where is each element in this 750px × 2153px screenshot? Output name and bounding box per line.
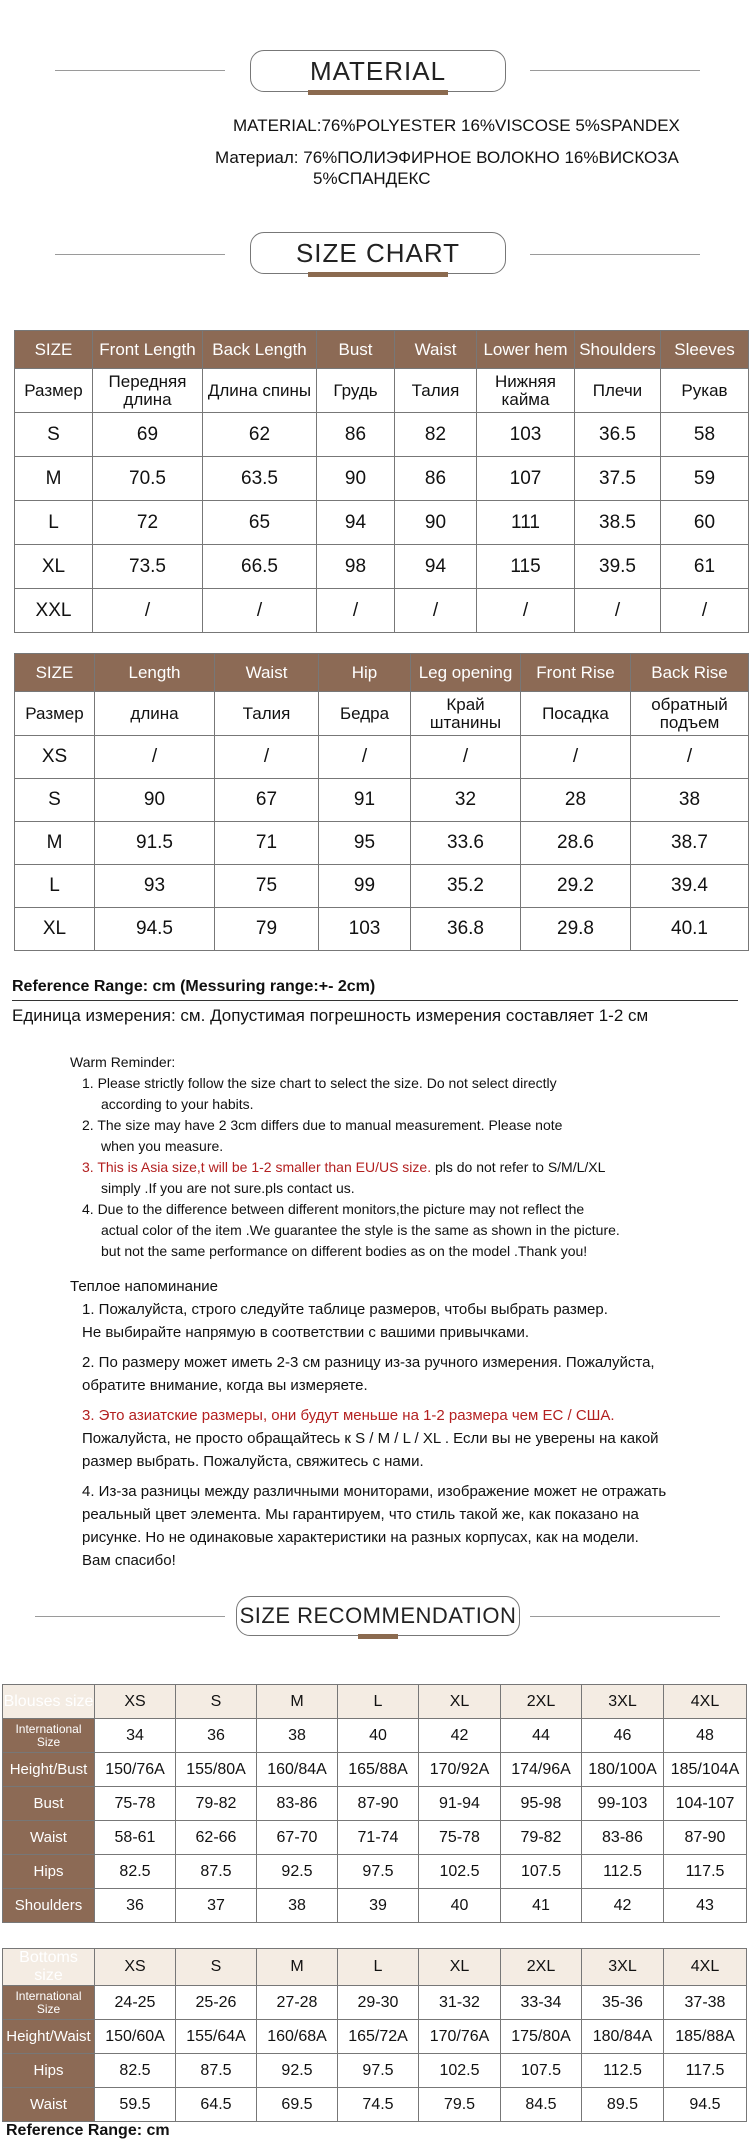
header-cell: Hip (319, 654, 411, 692)
header-cell: Waist (395, 331, 477, 369)
rec-header-cell: M (257, 1949, 338, 1986)
table-cell: / (661, 589, 749, 633)
blouses-recommendation-table (2, 1684, 747, 1923)
header-ru-cell: Размер (15, 369, 93, 413)
table-cell: 112.5 (582, 2054, 664, 2088)
table-cell: / (319, 736, 411, 779)
reminder-en (70, 1052, 620, 1262)
table-cell: 69.5 (257, 2088, 338, 2122)
table-cell: 67-70 (257, 1821, 338, 1855)
header-cell: Shoulders (575, 331, 661, 369)
header-ru-cell: Нижняя кайма (477, 369, 575, 413)
table-cell: L (15, 865, 95, 908)
table-cell: 150/76A (95, 1753, 176, 1787)
table-cell: 72 (93, 501, 203, 545)
table-cell: XS (15, 736, 95, 779)
tops-size-table (14, 330, 749, 633)
table-cell: XL (15, 908, 95, 951)
table-cell: 175/80A (501, 2020, 582, 2054)
bottoms-header-ru-row (15, 692, 749, 736)
table-cell: 33-34 (501, 1986, 582, 2020)
table-cell: 103 (319, 908, 411, 951)
table-cell: 170/92A (419, 1753, 501, 1787)
table-cell: 31-32 (419, 1986, 501, 2020)
table-row (15, 736, 749, 779)
table-cell: 39 (338, 1889, 419, 1923)
table-cell: 36 (176, 1719, 257, 1753)
table-cell: 87.5 (176, 2054, 257, 2088)
table-row (15, 589, 749, 633)
rec-header-cell: 4XL (664, 1685, 747, 1719)
table-cell: 112.5 (582, 1855, 664, 1889)
table-row (3, 1855, 747, 1889)
header-cell: Back Rise (631, 654, 749, 692)
table-cell: / (521, 736, 631, 779)
table-cell: 60 (661, 501, 749, 545)
table-cell: 102.5 (419, 1855, 501, 1889)
rec-header-cell: M (257, 1685, 338, 1719)
table-cell: 70.5 (93, 457, 203, 501)
rec-header-cell: 3XL (582, 1949, 664, 1986)
bottoms-size-table (14, 653, 749, 951)
table-row (15, 501, 749, 545)
table-cell: 82 (395, 413, 477, 457)
table-cell: 32 (411, 779, 521, 822)
table-cell: 59 (661, 457, 749, 501)
rec-header-cell: XS (95, 1949, 176, 1986)
table-cell: 99-103 (582, 1787, 664, 1821)
table-cell: 90 (317, 457, 395, 501)
table-cell: 82.5 (95, 1855, 176, 1889)
table-cell: 75-78 (95, 1787, 176, 1821)
header-ru-cell: Плечи (575, 369, 661, 413)
header-cell: Front Rise (521, 654, 631, 692)
table-cell: 65 (203, 501, 317, 545)
table-cell: 174/96A (501, 1753, 582, 1787)
reminder-line: simply .If you are not sure.pls contact us. (101, 1180, 355, 1196)
table-row (3, 1821, 747, 1855)
rec-row-label: Bust (3, 1787, 95, 1821)
table-cell: 79-82 (176, 1787, 257, 1821)
rec-header-row (3, 1949, 747, 1986)
reminder-line: according to your habits. (101, 1096, 254, 1112)
divider-line (55, 254, 225, 255)
reminder-ru-line: рисунке. Но не одинаковые характеристики на разных корпусах, как на модели. (82, 1529, 639, 1546)
table-cell: 117.5 (664, 1855, 747, 1889)
table-cell: 24-25 (95, 1986, 176, 2020)
table-cell: 107.5 (501, 1855, 582, 1889)
header-cell: SIZE (15, 331, 93, 369)
table-cell: 155/64A (176, 2020, 257, 2054)
reminder-ru-line: Пожалуйста, не просто обращайтесь к S / M / L / XL . Если вы не уверены на какой (82, 1430, 659, 1447)
reminder-ru-line: 2. По размеру может иметь 2-3 см разницу из-за ручного измерения. Пожалуйста, (82, 1354, 655, 1371)
table-cell: 34 (95, 1719, 176, 1753)
divider-line (35, 1616, 225, 1617)
header-ru-cell: длина (95, 692, 215, 736)
reminder-ru (70, 1275, 666, 1572)
table-cell: 89.5 (582, 2088, 664, 2122)
reminder-ru-line: Не выбирайте напрямую в соответствии с вашими привычками. (82, 1324, 530, 1341)
header-cell: Bust (317, 331, 395, 369)
table-cell: / (93, 589, 203, 633)
table-cell: 38 (257, 1719, 338, 1753)
table-cell: 29-30 (338, 1986, 419, 2020)
rec-row-label: Hips (3, 2054, 95, 2088)
table-cell: 38.7 (631, 822, 749, 865)
table-cell: 98 (317, 545, 395, 589)
table-cell: 185/104A (664, 1753, 747, 1787)
header-cell: Sleeves (661, 331, 749, 369)
table-row (15, 413, 749, 457)
header-cell: Front Length (93, 331, 203, 369)
table-cell: S (15, 779, 95, 822)
table-cell: 44 (501, 1719, 582, 1753)
table-cell: 59.5 (95, 2088, 176, 2122)
table-cell: 90 (395, 501, 477, 545)
table-cell: 87.5 (176, 1855, 257, 1889)
size-chart-title: SIZE CHART (295, 238, 461, 268)
table-cell: / (203, 589, 317, 633)
header-cell: Waist (215, 654, 319, 692)
table-cell: 64.5 (176, 2088, 257, 2122)
rec-row-label: Shoulders (3, 1889, 95, 1923)
table-cell: / (215, 736, 319, 779)
table-cell: 37 (176, 1889, 257, 1923)
table-cell: M (15, 822, 95, 865)
table-cell: 62-66 (176, 1821, 257, 1855)
header-cell: Lower hem (477, 331, 575, 369)
recommendation-title: SIZE RECOMMENDATION (239, 1603, 517, 1628)
table-cell: 95-98 (501, 1787, 582, 1821)
table-cell: 87-90 (338, 1787, 419, 1821)
divider-line (530, 1616, 720, 1617)
table-row (3, 1753, 747, 1787)
table-cell: 79.5 (419, 2088, 501, 2122)
tops-header-row (15, 331, 749, 369)
table-cell: XXL (15, 589, 93, 633)
reminder-line: pls do not refer to S/M/L/XL (434, 1159, 606, 1175)
header-ru-cell: Край штанины (411, 692, 521, 736)
rec-header-label: Bottoms size (3, 1949, 95, 1986)
table-cell: 39.5 (575, 545, 661, 589)
table-cell: 38.5 (575, 501, 661, 545)
table-cell: 69 (93, 413, 203, 457)
table-cell: 27-28 (257, 1986, 338, 2020)
reminder-ru-line: размер выбрать. Пожалуйста, свяжитесь с нами. (82, 1453, 424, 1470)
table-cell: 94 (395, 545, 477, 589)
table-cell: / (317, 589, 395, 633)
table-cell: 160/68A (257, 2020, 338, 2054)
rec-header-cell: 3XL (582, 1685, 664, 1719)
bottoms-recommendation-table (2, 1948, 747, 2122)
reminder-ru-line: Вам спасибо! (82, 1552, 176, 1569)
table-cell: 28 (521, 779, 631, 822)
table-cell: / (575, 589, 661, 633)
table-cell: 93 (95, 865, 215, 908)
recommendation-reference: Reference Range: cm (6, 2122, 170, 2139)
reminder-ru-line: 1. Пожалуйста, строго следуйте таблице размеров, чтобы выбрать размер. (82, 1301, 608, 1318)
table-cell: 35-36 (582, 1986, 664, 2020)
table-cell: L (15, 501, 93, 545)
rec-header-cell: L (338, 1949, 419, 1986)
table-cell: 42 (419, 1719, 501, 1753)
table-row (15, 457, 749, 501)
table-cell: 91-94 (419, 1787, 501, 1821)
table-cell: 160/84A (257, 1753, 338, 1787)
reminder-warning: 3. This is Asia size,t will be 1-2 smaller than EU/US size. (82, 1159, 432, 1175)
table-cell: 41 (501, 1889, 582, 1923)
rec-row-label: Waist (3, 2088, 95, 2122)
table-cell: 86 (395, 457, 477, 501)
table-cell: 39.4 (631, 865, 749, 908)
table-cell: 115 (477, 545, 575, 589)
header-cell: Length (95, 654, 215, 692)
table-cell: 97.5 (338, 2054, 419, 2088)
table-cell: / (631, 736, 749, 779)
table-cell: 33.6 (411, 822, 521, 865)
header-ru-cell: Размер (15, 692, 95, 736)
table-cell: 180/100A (582, 1753, 664, 1787)
table-cell: 25-26 (176, 1986, 257, 2020)
table-cell: 71 (215, 822, 319, 865)
reminder-ru-line: реальный цвет элемента. Мы гарантируем, что стиль такой же, как показано на (82, 1506, 639, 1523)
table-row (15, 865, 749, 908)
table-row (3, 1719, 747, 1753)
table-cell: 58 (661, 413, 749, 457)
table-cell: 28.6 (521, 822, 631, 865)
divider-line (530, 70, 700, 71)
table-row (15, 908, 749, 951)
reminder-line: 2. The size may have 2 3cm differs due to manual measurement. Please note (82, 1117, 563, 1133)
header-cell: SIZE (15, 654, 95, 692)
table-cell: 46 (582, 1719, 664, 1753)
table-cell: 170/76A (419, 2020, 501, 2054)
rec-row-label: Height/Waist (3, 2020, 95, 2054)
rec-header-cell: XL (419, 1949, 501, 1986)
reminder-ru-warning: 3. Это азиатские размеры, они будут меньше на 1-2 размера чем EC / США. (82, 1407, 615, 1424)
table-cell: 66.5 (203, 545, 317, 589)
reminder-title: Warm Reminder: (70, 1054, 176, 1070)
table-cell: 86 (317, 413, 395, 457)
size-chart-heading (250, 232, 506, 274)
table-cell: 180/84A (582, 2020, 664, 2054)
material-ru-1: Материал: 76%ПОЛИЭФИРНОЕ ВОЛОКНО 16%ВИСКОЗА (215, 148, 679, 167)
table-cell: / (411, 736, 521, 779)
reminder-ru-line: обратите внимание, когда вы измеряете. (82, 1377, 368, 1394)
rec-row-label: Height/Bust (3, 1753, 95, 1787)
table-cell: 83-86 (582, 1821, 664, 1855)
divider-line (12, 1000, 738, 1001)
rec-row-label: International Size (3, 1986, 95, 2020)
table-cell: 99 (319, 865, 411, 908)
table-cell: 36.5 (575, 413, 661, 457)
table-row (3, 2020, 747, 2054)
table-cell: 91 (319, 779, 411, 822)
table-cell: 103 (477, 413, 575, 457)
table-cell: 79 (215, 908, 319, 951)
table-cell: 29.2 (521, 865, 631, 908)
table-cell: / (395, 589, 477, 633)
rec-header-cell: S (176, 1685, 257, 1719)
header-ru-cell: Бедра (319, 692, 411, 736)
table-row (3, 1889, 747, 1923)
table-cell: / (95, 736, 215, 779)
table-cell: 79-82 (501, 1821, 582, 1855)
table-cell: 75-78 (419, 1821, 501, 1855)
table-cell: 94.5 (664, 2088, 747, 2122)
rec-row-label: International Size (3, 1719, 95, 1753)
rec-header-label: Blouses size (3, 1685, 95, 1719)
table-cell: 37.5 (575, 457, 661, 501)
table-cell: 91.5 (95, 822, 215, 865)
table-cell: 63.5 (203, 457, 317, 501)
table-cell: 107.5 (501, 2054, 582, 2088)
table-cell: 48 (664, 1719, 747, 1753)
table-cell: 40.1 (631, 908, 749, 951)
table-cell: 185/88A (664, 2020, 747, 2054)
reference-en: Reference Range: cm (Messuring range:+- 2cm) (12, 978, 376, 995)
rec-header-cell: 2XL (501, 1949, 582, 1986)
recommendation-heading (236, 1596, 520, 1636)
reminder-line: when you measure. (101, 1138, 224, 1154)
divider-line (530, 254, 700, 255)
reminder-line: 1. Please strictly follow the size chart to select the size. Do not select directly (82, 1075, 557, 1091)
table-cell: S (15, 413, 93, 457)
rec-header-cell: L (338, 1685, 419, 1719)
header-ru-cell: Грудь (317, 369, 395, 413)
divider-line (55, 70, 225, 71)
table-cell: 150/60A (95, 2020, 176, 2054)
table-cell: 165/72A (338, 2020, 419, 2054)
table-cell: 42 (582, 1889, 664, 1923)
table-cell: 155/80A (176, 1753, 257, 1787)
table-cell: 117.5 (664, 2054, 747, 2088)
rec-header-row (3, 1685, 747, 1719)
header-cell: Back Length (203, 331, 317, 369)
table-cell: 87-90 (664, 1821, 747, 1855)
table-cell: 94 (317, 501, 395, 545)
table-row (3, 2088, 747, 2122)
table-cell: 97.5 (338, 1855, 419, 1889)
table-cell: 38 (631, 779, 749, 822)
material-ru-2: 5%СПАНДЕКС (313, 169, 431, 188)
header-ru-cell: Рукав (661, 369, 749, 413)
table-cell: 94.5 (95, 908, 215, 951)
header-ru-cell: обратный подъем (631, 692, 749, 736)
table-cell: 102.5 (419, 2054, 501, 2088)
table-cell: 82.5 (95, 2054, 176, 2088)
reminder-ru-title: Теплое напоминание (70, 1278, 218, 1295)
rec-header-cell: 2XL (501, 1685, 582, 1719)
rec-header-cell: 4XL (664, 1949, 747, 1986)
table-cell: / (477, 589, 575, 633)
table-cell: 104-107 (664, 1787, 747, 1821)
material-title: MATERIAL (309, 56, 447, 86)
header-ru-cell: Талия (395, 369, 477, 413)
table-row (3, 1787, 747, 1821)
table-row (15, 822, 749, 865)
table-cell: 40 (338, 1719, 419, 1753)
table-cell: 43 (664, 1889, 747, 1923)
table-cell: 62 (203, 413, 317, 457)
bottoms-header-row (15, 654, 749, 692)
table-cell: 73.5 (93, 545, 203, 589)
table-cell: 92.5 (257, 2054, 338, 2088)
table-cell: 36 (95, 1889, 176, 1923)
rec-row-label: Waist (3, 1821, 95, 1855)
table-cell: 92.5 (257, 1855, 338, 1889)
reminder-ru-line: 4. Из-за разницы между различными мониторами, изображение может не отражать (82, 1483, 667, 1500)
rec-header-cell: S (176, 1949, 257, 1986)
table-cell: 84.5 (501, 2088, 582, 2122)
table-cell: 95 (319, 822, 411, 865)
table-cell: M (15, 457, 93, 501)
table-cell: 61 (661, 545, 749, 589)
table-cell: 58-61 (95, 1821, 176, 1855)
table-cell: 36.8 (411, 908, 521, 951)
table-cell: 111 (477, 501, 575, 545)
rec-row-label: Hips (3, 1855, 95, 1889)
rec-header-cell: XS (95, 1685, 176, 1719)
table-cell: 165/88A (338, 1753, 419, 1787)
reference-ru: Единица измерения: см. Допустимая погрешность измерения составляет 1-2 см (12, 1006, 649, 1025)
table-cell: 83-86 (257, 1787, 338, 1821)
header-ru-cell: Передняя длина (93, 369, 203, 413)
material-heading (250, 50, 506, 92)
reminder-line: 4. Due to the difference between different monitors,the picture may not reflect the (82, 1201, 585, 1217)
table-cell: 71-74 (338, 1821, 419, 1855)
table-row (3, 1986, 747, 2020)
header-ru-cell: Посадка (521, 692, 631, 736)
table-cell: 40 (419, 1889, 501, 1923)
header-cell: Leg opening (411, 654, 521, 692)
table-cell: 29.8 (521, 908, 631, 951)
reminder-line: but not the same performance on different bodies as on the model .Thank you! (101, 1243, 588, 1259)
table-cell: 37-38 (664, 1986, 747, 2020)
header-ru-cell: Длина спины (203, 369, 317, 413)
table-cell: 74.5 (338, 2088, 419, 2122)
reminder-line: actual color of the item .We guarantee the style is the same as shown in the picture. (101, 1222, 620, 1238)
tops-header-ru-row (15, 369, 749, 413)
table-cell: 75 (215, 865, 319, 908)
header-ru-cell: Талия (215, 692, 319, 736)
table-cell: XL (15, 545, 93, 589)
table-cell: 90 (95, 779, 215, 822)
material-en: MATERIAL:76%POLYESTER 16%VISCOSE 5%SPANDEX (233, 116, 680, 135)
table-cell: 107 (477, 457, 575, 501)
table-row (15, 779, 749, 822)
table-cell: 35.2 (411, 865, 521, 908)
table-row (3, 2054, 747, 2088)
table-row (15, 545, 749, 589)
table-cell: 67 (215, 779, 319, 822)
table-cell: 38 (257, 1889, 338, 1923)
rec-header-cell: XL (419, 1685, 501, 1719)
